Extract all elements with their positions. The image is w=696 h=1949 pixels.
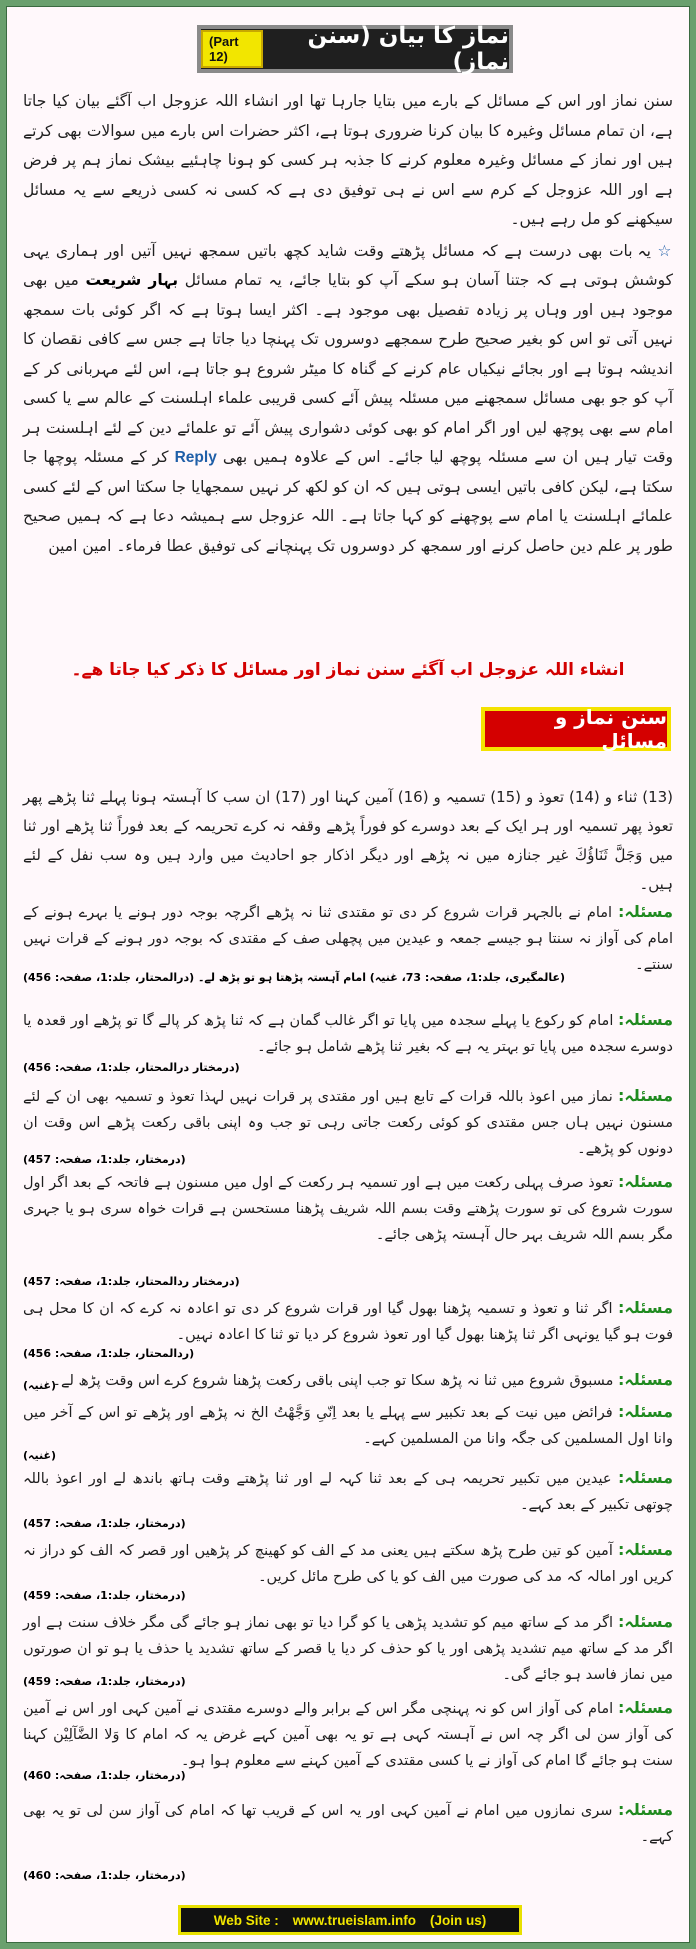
masala-label: مسئلہ: [617, 1698, 674, 1717]
masala-reference: (غنیہ) [23, 1449, 56, 1462]
masala-item [23, 1537, 673, 1590]
intro-paragraph-2 [23, 237, 673, 562]
join-us-link[interactable]: (Join us) [430, 1912, 487, 1928]
masala-label: مسئلہ: [617, 1172, 674, 1191]
masala-reference: (درمختار، جلد:1، صفحہ: 459) [23, 1589, 186, 1602]
page [6, 6, 690, 1943]
masala-text: نماز میں اعوذ باللہ قرات کے تابع ہیں اور مقتدی پر قرات نہیں لہذا تعوذ و تسمیہ بھی ان کے لئے مسنون نہیں ہاں جس مقتدی کو کوئی رکعت جاتی رہی تو جب وہ اپنی باقی رکعت پڑھے اس وقت ان دونوں کو پڑھے۔ [23, 1089, 673, 1157]
masala-item [23, 1169, 673, 1248]
masala-item [23, 1797, 673, 1850]
page-title: نماز کا بیان (سنن نماز) [307, 23, 509, 75]
part-badge: (Part 12) [201, 30, 263, 68]
masala-text: اگر مد کے ساتھ میم کو تشدید پڑھی یا کو گرا دیا تو بھی نماز ہو جائے گی مگر خلاف سنت ہے اور اگر مد کے ساتھ میم تشدید پڑھی اور یا کو حذف کر دیا یا قصر کے ساتھ تشدید یا حذف یا ہو تو ان صورتوں میں نماز فاسد ہو جائے گی۔ [23, 1615, 673, 1683]
masala-label: مسئلہ: [617, 1402, 673, 1421]
title-banner [197, 25, 513, 73]
masala-text: عیدین میں تکبیر تحریمہ ہی کے بعد ثنا کہہ لے اور ثنا پڑھتے وقت ہاتھ باندھ لے اور اعوذ باللہ چوتھی تکبیر کے بعد کہے۔ [23, 1471, 673, 1513]
masala-item [23, 1007, 673, 1060]
website-link[interactable]: www.trueislam.info [292, 1912, 417, 1928]
section-title: سنن نماز و مسائل [554, 705, 667, 753]
masala-reference: (درمختار، جلد:1، صفحہ: 457) [23, 1517, 186, 1530]
intro-p2c: کر کے مسئلہ پوچھا جا سکتا ہے، لیکن کافی باتیں ایسی ہوتی ہیں کہ ان کو لکھ کر نہیں سمجھایا جا سکتا اس کے لئے کسی علمائے اہلسنت یا امام سے پوچھنے کو کہا جاتا ہے۔ اللہ عزوجل سے ہمیشہ دعا ہے کہ ہمیں صحیح طور پر علم دین حاصل کرنے اور سمجھ کر دوسروں تک پہنچانے کی توفیق عطا فرماء۔ امین امین [23, 448, 673, 555]
masala-label: مسئلہ: [617, 1800, 674, 1819]
masala-reference: (عالمگیری، جلد:1، صفحہ: 73، غنیہ) امام آہستہ پڑھتا ہو تو پڑھ لے۔ (درالمحتار، جلد:1، صفحہ: 456) [23, 971, 566, 984]
masala-reference: (درمختار، جلد:1، صفحہ: 460) [23, 1769, 186, 1782]
masala-reference: (درمختار، جلد:1، صفحہ: 460) [23, 1869, 186, 1882]
masala-label: مسئلہ: [617, 902, 673, 921]
masala-item [23, 1399, 673, 1452]
masala-label: مسئلہ: [617, 1086, 674, 1105]
masala-reference: (درمختار، جلد:1، صفحہ: 457) [23, 1153, 186, 1166]
masala-reference: (ردالمحتار، جلد:1، صفحہ: 456) [23, 1347, 195, 1360]
masala-item [23, 1083, 673, 1162]
bahar-shariat: بہار شریعت [85, 271, 179, 289]
masala-label: مسئلہ: [617, 1612, 673, 1631]
masala-text: امام نے بالجہر قرات شروع کر دی تو مقتدی ثنا نہ پڑھے اگرچہ بوجہ دور ہونے یا بہرے ہونے کے امام کی آواز نہ سنتا ہو جیسے جمعہ و عیدین میں پچھلی صف کے مقتدی کہ بوجہ دور ہونے کے قرات نہیں سنتے۔ [23, 905, 673, 973]
masala-label: مسئلہ: [617, 1540, 673, 1559]
star-icon: ☆ [657, 241, 673, 260]
masala-label: مسئلہ: [617, 1010, 674, 1029]
masala-label: مسئلہ: [617, 1468, 674, 1487]
masala-text: آمین کو تین طرح پڑھ سکتے ہیں یعنی مد کے الف کو کھینچ کر پڑھیں اور قصر کہ الف کو دراز نہ کریں اور امالہ کہ مد کی صورت میں الف کو یا کی طرح مائل کریں۔ [23, 1543, 673, 1585]
masala-text: سری نمازوں میں امام نے آمین کہی اور یہ اس کے قریب تھا کہ امام کی آواز سن لی تو یہ بھی کہے۔ [23, 1803, 673, 1845]
intro-paragraph-1: سنن نماز اور اس کے مسائل کے بارے میں بتایا جارہا تھا اور انشاء اللہ عزوجل اب آگئے بیان کیا جاتا ہے، ان تمام مسائل وغیرہ کا بیان کرنا ضروری ہوتا ہے، اکثر حضرات اس بارے میں سوالات بھی کرتے ہیں اور نماز کے مسائل وغیرہ معلوم کرنے کا جذبہ ہر کسی کو ہونا چاہئیے بیشک نماز ہم پر فرض ہے اور اللہ عزوجل کے کرم سے اس نے ہی توفیق دی ہے کہ کسی نہ کسی ذریعے سے یہ مسائل سیکھنے کو مل رہے ہیں۔ [23, 92, 673, 228]
masala-text: اگر ثنا و تعوذ و تسمیہ پڑھنا بھول گیا اور قرات شروع کر دی تو اعادہ نہ کرے کہ ان کا محل ہی فوت ہو گیا یونہی اگر ثنا پڑھنا بھول گیا اور تعوذ شروع کر دیا تو ثنا کا اعادہ نہیں۔ [23, 1301, 673, 1343]
intro-text [23, 87, 673, 561]
masala-item [23, 1367, 673, 1394]
sunan-list: (13) ثناء و (14) تعوذ و (15) تسمیہ و (16) آمین کہنا اور (17) ان سب کا آہستہ ہونا پہلے ثنا پڑھے پھر تعوذ پھر تسمیہ اور ہر ایک کے بعد دوسرے کو فوراً پڑھے وقفہ نہ کرے تحریمہ کے بعد فوراً ثنا پڑھے اور ثنا میں وَجَلَّ ثَنَاؤُكَ غیر جنازہ میں نہ پڑھے اور دیگر اذکار جو احادیث میں وارد ہیں وہ سب نفل کے لئے ہیں۔ [23, 788, 674, 893]
masala-item [23, 1465, 673, 1518]
website-label: Web Site : [213, 1912, 279, 1928]
masala-item [23, 1695, 673, 1774]
masala-reference: (درمختار ردالمحتار، جلد:1، صفحہ: 457) [23, 1275, 240, 1288]
masala-text: امام کو رکوع یا پہلے سجدہ میں پایا تو اگر غالب گمان ہے کہ ثنا پڑھ کر پالے گا تو پڑھے اور قعدہ یا دوسرے سجدہ میں پایا تو بہتر یہ ہے کہ بغیر ثنا پڑھے شامل ہو جائے۔ [23, 1013, 673, 1055]
announcement: انشاء اللہ عزوجل اب آگئے سنن نماز اور مسائل کا ذکر کیا جاتا ھے۔ [71, 660, 625, 680]
intro-p2a: یہ بات بھی درست ہے کہ مسائل پڑھتے وقت شاید کچھ باتیں سمجھ نہیں آتیں اور ہماری یہی کوشش ہوتی ہے کہ جتنا آسان ہو سکے آپ کو بتایا جائے، یہ تمام مسائل [23, 241, 673, 289]
masala-reference: (درمختار درالمحتار، جلد:1، صفحہ: 456) [23, 1061, 240, 1074]
masala-text: فرائض میں نیت کے بعد تکبیر سے پہلے یا بعد اِنّیِ وَجَّھْتُ الخ نہ پڑھے اور پڑھے تو اس کے آخر میں وانا اول المسلمین کی جگہ وانا من المسلمین کہے۔ [23, 1405, 673, 1447]
section-banner [481, 707, 671, 751]
masala-text: امام کی آواز اس کو نہ پہنچی مگر اس کے برابر والے دوسرے مقتدی نے آمین کہی اور اس نے آمین کی آواز سن لی اگر چہ اس نے آہستہ کہی ہے تو یہ بھی آمین کہے غرض یہ کہ امام کا وَلا الضَّآلِیْن کہنا سنت ہو جائے گا امام کی آواز نے یا کسی مقتدی کے آمین کہنے سے معلوم ہوا ہو۔ [23, 1701, 673, 1769]
masala-label: مسئلہ: [617, 1370, 673, 1389]
masala-reference: (درمختار، جلد:1، صفحہ: 459) [23, 1675, 186, 1688]
masala-item [23, 899, 673, 978]
reply-word: Reply [174, 449, 217, 466]
masala-label: مسئلہ: [617, 1298, 673, 1317]
masala-text: مسبوق شروع میں ثنا نہ پڑھ سکا تو جب اپنی باقی رکعت پڑھنا شروع کرے اس وقت پڑھ لے۔ [52, 1373, 614, 1389]
masala-text: تعوذ صرف پہلی رکعت میں ہے اور تسمیہ ہر رکعت کے اول میں مسنون ہے فاتحہ کے بعد اگر اول سورت شروع کی تو سورت پڑھتے وقت بسم اللہ شریف پڑھنا مستحسن ہے قرات خواہ سری ہو یا جہری مگر بسم اللہ شریف بہر حال آہستہ پڑھی جائے۔ [23, 1175, 673, 1243]
masala-item [23, 1295, 673, 1348]
masala-reference: (غنیہ) [23, 1379, 56, 1392]
intro-p2b: میں بھی موجود ہیں اور وہاں پر زیادہ تفصیل بھی موجود ہے۔ اکثر ایسا ہوتا ہے کہ اگر کوئی بات سمجھ نہیں آتی تو اس کو بغیر صحیح طرح سمجھے دوسروں تک پہنچا دیا جاتا ہے جس سے کافی نقصان کا اندیشہ ہوتا ہے اور بجائے نیکیاں عام کرنے کے گناہ کا میٹر شروع ہو جاتا ہے، اس لئے مہربانی کر کے آپ کو جو بھی مسائل سمجھنے میں مسئلہ پیش آئے کسی قریبی علماء اہلسنت کے عالم سے یا کسی امام سے بھی پوچھ لیں اور اگر امام کو بھی کوئی دشواری پیش آئے تو علمائے دین کے لئے اہلسنت ہر وقت تیار ہیں ان سے مسئلہ پوچھ لیا جائے۔ اس کے علاوہ ہمیں بھی [23, 271, 674, 466]
footer-banner [178, 1905, 522, 1935]
